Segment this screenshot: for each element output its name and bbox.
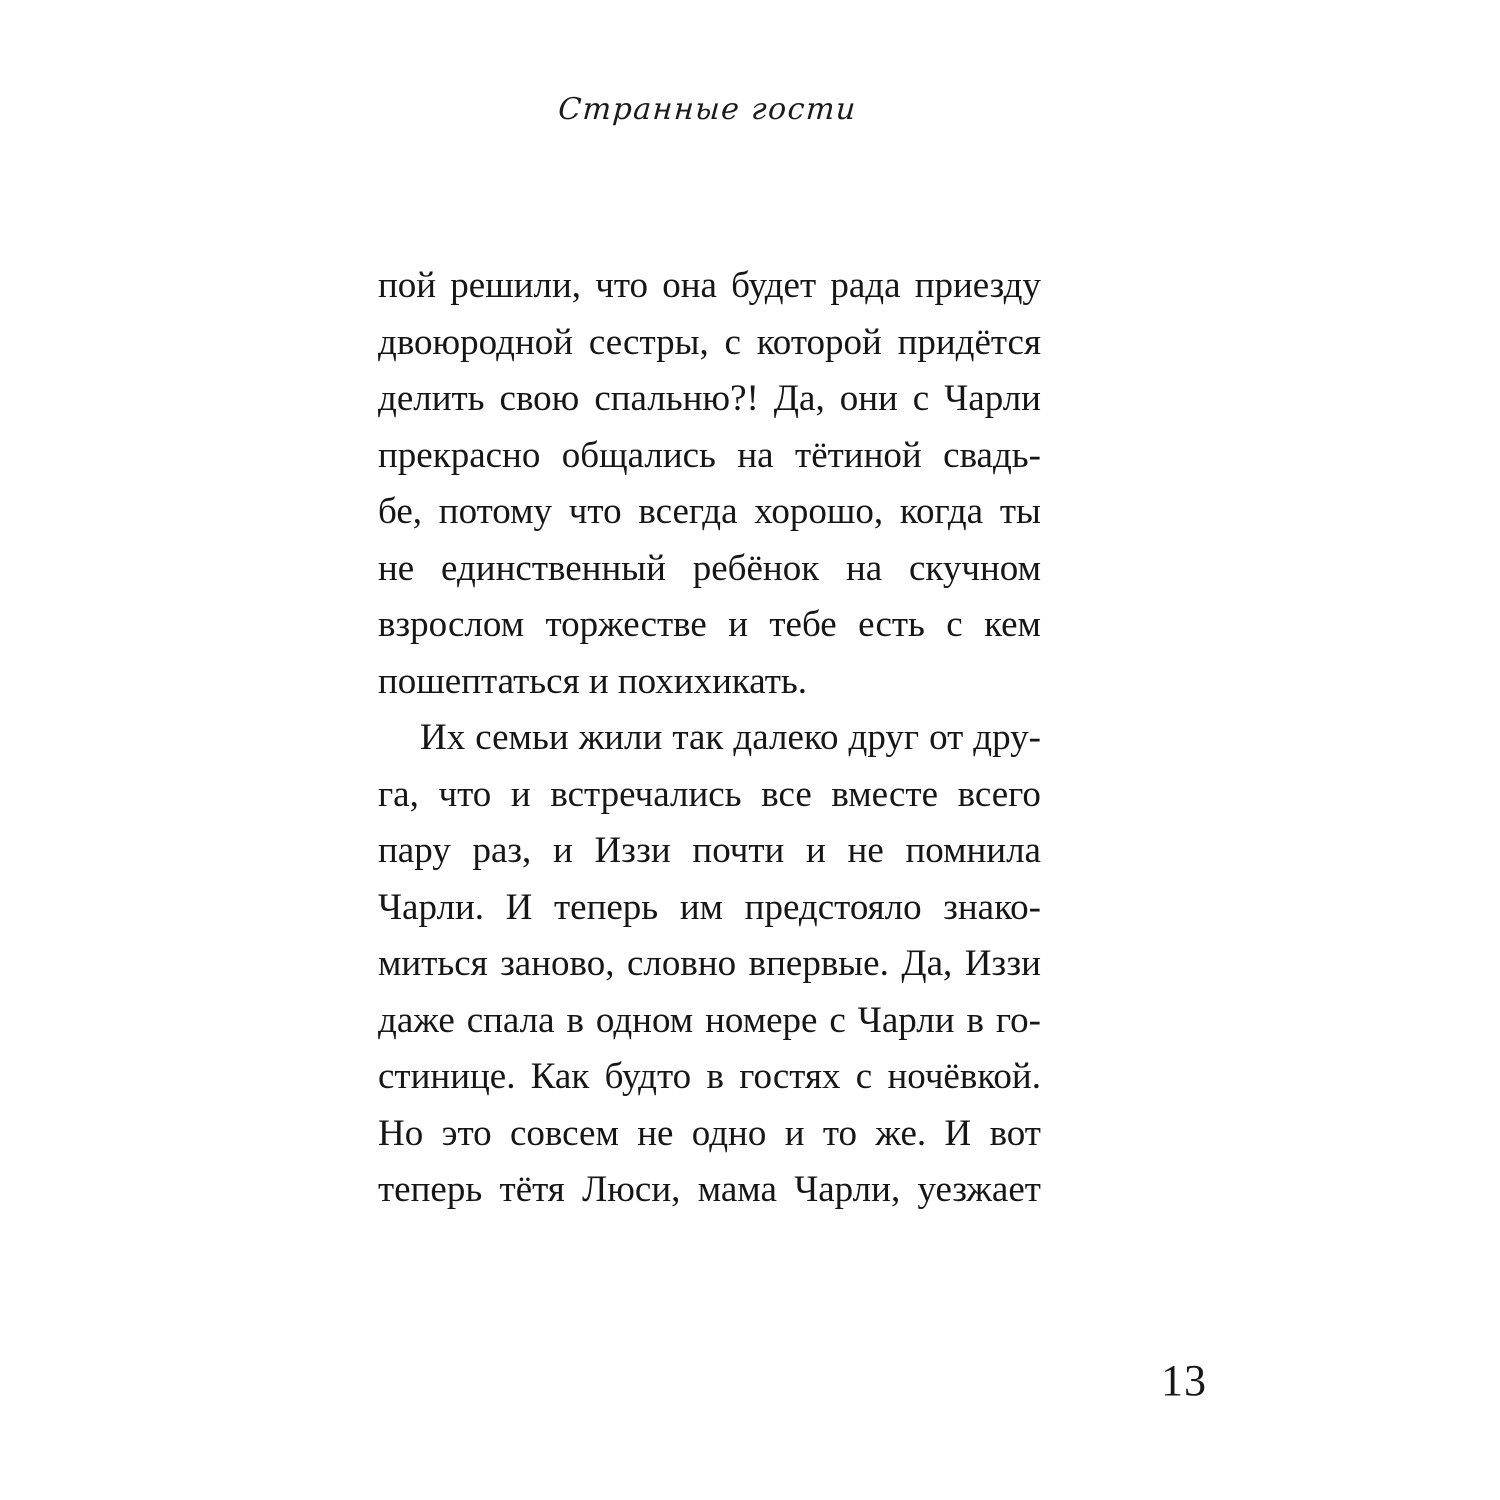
word: не [378, 547, 415, 589]
word: вместе [831, 773, 938, 815]
word: ночёвкой. [887, 1056, 1041, 1097]
word: и [728, 604, 749, 645]
word: одно [691, 1112, 767, 1154]
word: придётся [897, 321, 1041, 363]
word: даже [378, 999, 455, 1041]
word: приезду [914, 265, 1041, 306]
word: Но [378, 1112, 424, 1154]
word: Чарли [857, 999, 955, 1041]
word: кем [984, 604, 1041, 645]
word: всегда [638, 491, 738, 532]
word: на [845, 547, 883, 589]
word: го- [995, 999, 1041, 1041]
word: Да, [773, 378, 825, 419]
body-text-block [378, 258, 1041, 1219]
word: торжестве [545, 604, 707, 645]
word: вот [989, 1112, 1041, 1154]
word: и [510, 773, 531, 815]
word: Их [420, 717, 466, 758]
word: прекрасно [378, 434, 541, 476]
word: они [839, 378, 898, 419]
word: раз, [472, 830, 532, 871]
word: не [637, 1112, 674, 1154]
word: всего [957, 773, 1041, 815]
word: семьи [475, 717, 569, 758]
word: не [847, 830, 884, 871]
word: Иззи [594, 830, 671, 871]
text-line [378, 880, 1041, 937]
word: Люси, [582, 1169, 681, 1210]
word: единственный [441, 547, 666, 589]
page-number: 13 [1161, 1356, 1207, 1405]
word: стинице. [378, 1056, 516, 1097]
word: взрослом [378, 604, 525, 645]
word: словно [626, 943, 737, 984]
text-line [420, 710, 1041, 767]
word: И [505, 886, 533, 928]
word: И [944, 1112, 972, 1154]
text-line [378, 1106, 1041, 1163]
word: тебе [769, 604, 837, 645]
word: будет [731, 265, 817, 306]
text-line [378, 258, 1041, 315]
word: совсем [509, 1112, 619, 1154]
word: мама [697, 1169, 777, 1210]
word: же. [875, 1112, 927, 1154]
text-line [378, 484, 1041, 541]
word: общались [561, 434, 716, 476]
word: знако- [943, 886, 1041, 928]
word: почти [692, 830, 785, 871]
word: Чарли [944, 378, 1041, 419]
word: Чарли, [794, 1169, 901, 1210]
word: га, [378, 773, 419, 815]
word: ребёнок [692, 547, 820, 589]
word: помнила [905, 830, 1041, 871]
word: скучном [909, 547, 1041, 589]
word: с [855, 1056, 873, 1097]
text-line [378, 1049, 1041, 1106]
word: с [912, 378, 930, 419]
word: на [737, 434, 774, 476]
word: сестры, [588, 321, 709, 363]
word: друг [848, 717, 920, 758]
word: дру- [973, 717, 1041, 758]
word: встречались [550, 773, 742, 815]
text-line: пошептаться и похихикать. [378, 660, 808, 702]
word: и [784, 1112, 805, 1154]
text-line [378, 597, 1041, 654]
text-line [378, 1162, 1041, 1219]
word: то [822, 1112, 858, 1154]
word: жили [578, 717, 663, 758]
word: пой [378, 265, 437, 306]
word: спала [466, 999, 555, 1041]
word: и [552, 830, 573, 871]
word: решили, [450, 265, 582, 306]
word: пару [378, 830, 451, 871]
text-line [378, 428, 1041, 485]
word: далеко [733, 717, 839, 758]
word: в [566, 999, 584, 1041]
word: от [929, 717, 964, 758]
word: она [662, 265, 717, 306]
word: так [672, 717, 724, 758]
text-line [378, 936, 1041, 993]
word: с [946, 604, 963, 645]
text-line [378, 541, 1041, 598]
word: все [761, 773, 812, 815]
word: им [679, 886, 724, 928]
word: тётя [499, 1169, 565, 1210]
text-line [378, 371, 1041, 428]
word: и [806, 830, 826, 871]
word: теперь [553, 886, 659, 928]
word: в [706, 1056, 724, 1097]
word: что [438, 773, 492, 815]
word: впервые. [748, 943, 889, 984]
word: хорошо, [754, 491, 884, 532]
word: Как [530, 1056, 590, 1097]
word: Иззи [964, 943, 1041, 984]
word: рада [830, 265, 901, 306]
word: с [724, 321, 741, 363]
word: Да, [901, 943, 953, 984]
word: в [966, 999, 984, 1041]
word: что [568, 491, 622, 532]
word: заново, [500, 943, 615, 984]
text-line [378, 823, 1041, 880]
word: свою [499, 378, 580, 419]
word: Чарли. [378, 886, 484, 928]
word: двоюродной [378, 321, 574, 363]
word: миться [378, 943, 488, 984]
word: гостях [739, 1056, 841, 1097]
word: спальню?! [594, 378, 759, 419]
word: теперь [378, 1169, 483, 1210]
word: тётиной [795, 434, 922, 476]
word: потому [438, 491, 553, 532]
word: ты [999, 491, 1041, 532]
word: что [595, 265, 649, 306]
word: когда [899, 491, 984, 532]
word: это [441, 1112, 492, 1154]
word: которой [756, 321, 882, 363]
word: одном [595, 999, 694, 1041]
word: уезжает [917, 1169, 1041, 1210]
text-line [378, 993, 1041, 1050]
word: будто [604, 1056, 692, 1097]
text-line [378, 315, 1041, 372]
word: свадь- [943, 434, 1041, 476]
word: с [829, 999, 846, 1041]
word: есть [858, 604, 925, 645]
running-head: Странные гости [557, 92, 858, 127]
word: номере [705, 999, 818, 1041]
text-line [378, 767, 1041, 824]
word: делить [378, 378, 485, 419]
word: бе, [378, 491, 423, 532]
word: предстояло [744, 886, 922, 928]
